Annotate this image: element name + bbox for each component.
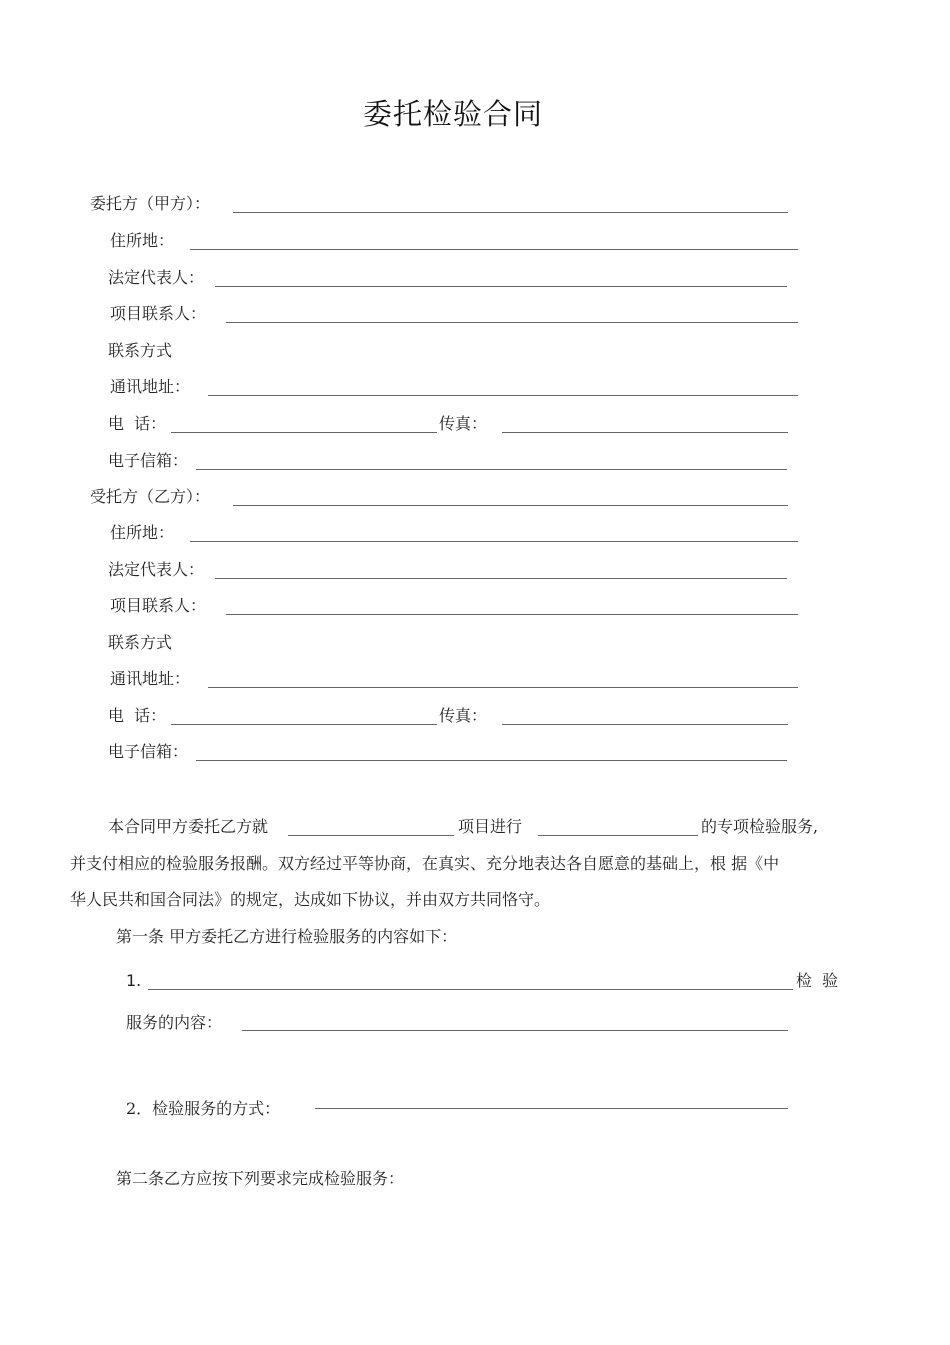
article-1-item2-blank bbox=[315, 1108, 788, 1109]
party-b-mail-address-label: 通讯地址： bbox=[110, 669, 191, 688]
party-a-heading: 委托方（甲方）： bbox=[90, 194, 211, 213]
article-1-item1-number: 1. bbox=[126, 971, 142, 990]
party-b-legal-rep-label: 法定代表人： bbox=[108, 560, 205, 579]
party-b-fax-label: 传真： bbox=[439, 706, 488, 725]
party-b-mail-address-line bbox=[208, 687, 798, 688]
party-b-contact-line bbox=[226, 614, 798, 615]
article-1-item2-label: 2．检验服务的方式： bbox=[126, 1099, 281, 1118]
intro-part3: 的专项检验服务, bbox=[701, 817, 819, 836]
party-a-phone-label: 电 话： bbox=[108, 414, 167, 433]
party-b-contact-method-label: 联系方式 bbox=[108, 633, 173, 652]
intro-part2: 项目进行 bbox=[458, 817, 523, 836]
intro-part1: 本合同甲方委托乙方就 bbox=[108, 817, 269, 836]
intro-line2: 并支付相应的检验服务报酬。双方经过平等协商，在真实、充分地表达各自愿意的基础上，根 据《中 bbox=[70, 854, 780, 873]
party-a-legal-rep-line bbox=[215, 286, 787, 287]
party-b-residence-label: 住所地： bbox=[110, 523, 175, 542]
document-title: 委托检验合同 bbox=[362, 97, 543, 131]
party-b-residence-line bbox=[190, 541, 798, 542]
party-b-contact-label: 项目联系人： bbox=[110, 596, 207, 615]
party-b-name-line bbox=[233, 505, 788, 506]
party-a-contact-line bbox=[226, 322, 798, 323]
party-a-fax-label: 传真： bbox=[439, 414, 488, 433]
article-1-item1-tail: 检 验 bbox=[796, 971, 839, 990]
article-2-heading: 第二条乙方应按下列要求完成检验服务： bbox=[116, 1169, 405, 1188]
party-a-contact-method-label: 联系方式 bbox=[108, 341, 173, 360]
party-b-legal-rep-line bbox=[215, 578, 787, 579]
party-b-phone-line bbox=[171, 724, 437, 725]
party-b-fax-line bbox=[502, 724, 788, 725]
intro-project-blank bbox=[288, 835, 454, 836]
party-a-mail-address-label: 通讯地址： bbox=[110, 377, 191, 396]
party-b-email-line bbox=[196, 760, 787, 761]
party-a-name-line bbox=[233, 212, 788, 213]
party-a-email-line bbox=[196, 469, 787, 470]
party-a-residence-label: 住所地： bbox=[110, 231, 175, 250]
article-1-heading: 第一条 甲方委托乙方进行检验服务的内容如下： bbox=[116, 927, 458, 946]
article-1-item1-label: 服务的内容： bbox=[126, 1013, 223, 1032]
party-a-residence-line bbox=[190, 249, 798, 250]
intro-line3: 华人民共和国合同法》的规定，达成如下协议，并由双方共同恪守。 bbox=[70, 890, 551, 909]
party-a-contact-label: 项目联系人： bbox=[110, 304, 207, 323]
party-b-phone-label: 电 话： bbox=[108, 706, 167, 725]
party-a-fax-line bbox=[502, 432, 788, 433]
party-a-email-label: 电子信箱： bbox=[108, 451, 189, 470]
party-a-mail-address-line bbox=[208, 395, 798, 396]
intro-service-blank bbox=[538, 835, 698, 836]
party-a-phone-line bbox=[171, 432, 437, 433]
article-1-item1-blank bbox=[148, 989, 793, 990]
party-b-heading: 受托方（乙方）： bbox=[90, 487, 211, 506]
party-b-email-label: 电子信箱： bbox=[108, 742, 189, 761]
article-1-item1-content-blank bbox=[242, 1030, 788, 1031]
party-a-legal-rep-label: 法定代表人： bbox=[108, 268, 205, 287]
